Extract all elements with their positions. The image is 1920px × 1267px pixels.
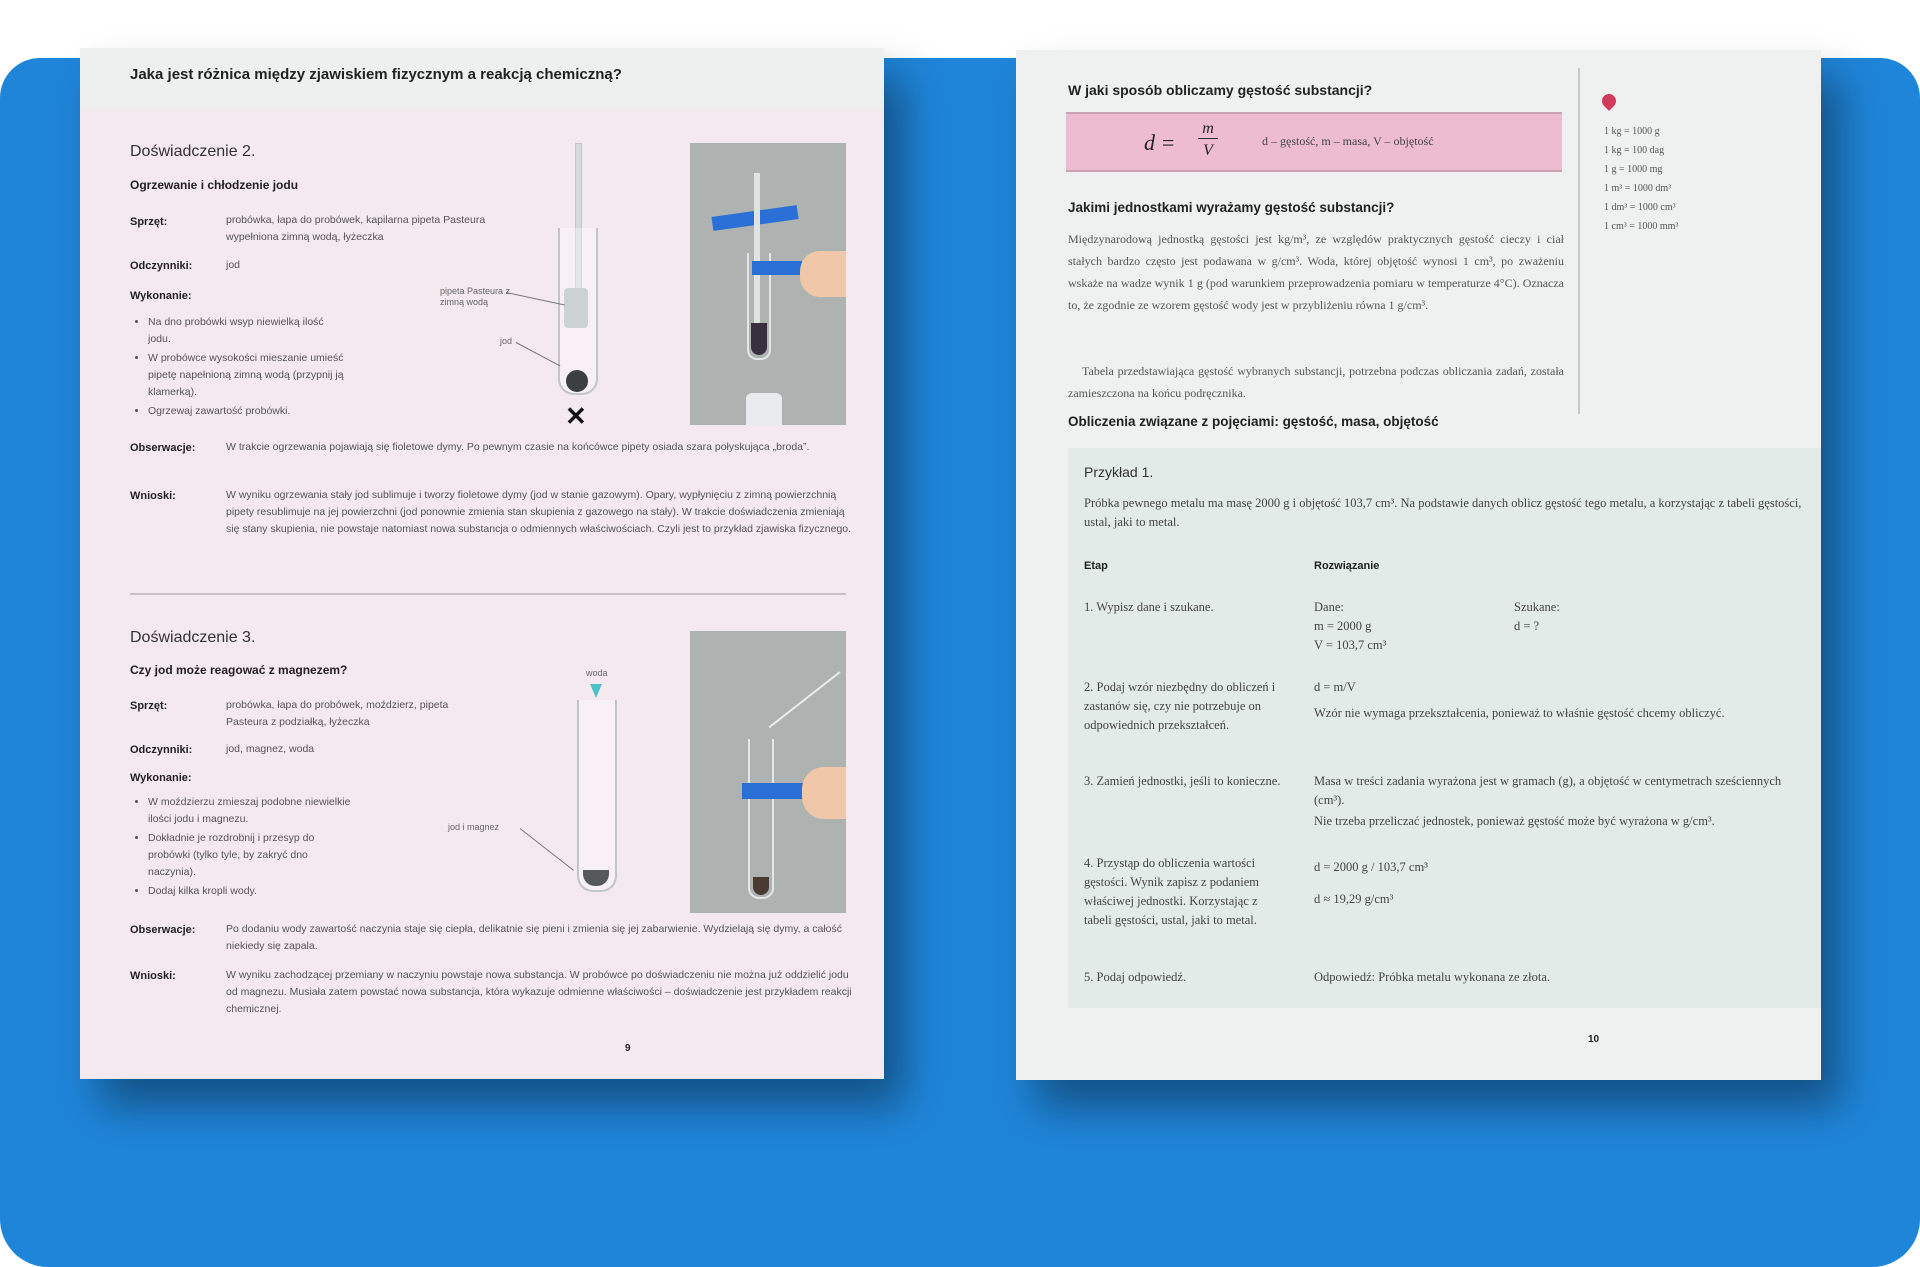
step-4-solution: d = 2000 g / 103,7 cm³ (1314, 860, 1428, 874)
water-drop-icon (590, 684, 602, 698)
exp3-observations: Po dodaniu wody zawartość naczynia staje się ciepła, delikatnie się pieni i zmienia się jej zabarwienie. Wydzielają się dymy, a całość niekiedy się zapala. (226, 923, 843, 952)
col-step-header: Etap (1084, 560, 1108, 572)
exp3-reagents: jod, magnez, woda (226, 743, 315, 755)
exp3-steps (130, 794, 358, 902)
exp3-equipment: probówka, łapa do probówek, moździerz, pipeta Pasteura z podziałką, łyżeczka (226, 699, 449, 728)
list-item: • W moździerzu zmieszaj podobne niewielkie ilości jodu i magnezu. (148, 794, 358, 828)
formula-numerator: m (1198, 120, 1218, 139)
exp2-steps (130, 314, 348, 422)
exp2-photo (690, 143, 846, 425)
col-solution-header: Rozwiązanie (1314, 560, 1380, 572)
step-2-note: Wzór nie wymaga przekształcenia, ponieważ to właśnie gęstość chcemy obliczyć. (1314, 706, 1725, 720)
step-1-volume: V = 103,7 cm³ (1314, 638, 1387, 652)
left-page (80, 48, 884, 1079)
label-mixture: jod i magnez (448, 822, 500, 832)
pin-icon (1599, 91, 1619, 111)
exp2-heading: Doświadczenie 2. (130, 143, 256, 160)
water-in-pipette (564, 288, 588, 328)
step-2: 2. Podaj wzór niezbędny do obliczeń i zastanów się, czy nie potrzebuje on odpowiednich przekształceń. (1084, 680, 1276, 732)
exp2-observations: W trakcie ogrzewania pojawiają się fioletowe dymy. Po pewnym czasie na końcówce pipety osiada szara połyskująca „broda”. (226, 441, 810, 453)
step-1-given: Dane: (1314, 600, 1344, 614)
exp3-heading: Doświadczenie 3. (130, 629, 256, 646)
step-3-note: Nie trzeba przeliczać jednostek, ponieważ gęstość może być wyrażona w g/cm³. (1314, 814, 1715, 828)
left-page-number: 9 (625, 1043, 631, 1054)
step-3-solution: Masa w treści zadania wyrażona jest w gramach (g), a objętość w centymetrach sześciennych (cm³). (1314, 774, 1782, 807)
label-water: woda (586, 668, 608, 678)
photo-iodine (751, 323, 767, 355)
label-line (516, 342, 561, 366)
unit-line: 1 m³ = 1000 dm³ (1604, 183, 1672, 194)
step-3: 3. Zamień jednostki, jeśli to konieczne. (1084, 774, 1281, 788)
list-item: • Dokładnie je rozdrobnij i przesyp do probówki (tylko tyle, by zakryć dno naczynia). (148, 830, 358, 881)
units-heading: Jakimi jednostkami wyrażamy gęstość substancji? (1068, 200, 1395, 215)
density-formula-box (1066, 112, 1562, 172)
step-5-answer: Odpowiedź: Próbka metalu wykonana ze złota. (1314, 970, 1551, 984)
exp3-photo (690, 631, 846, 913)
exp2-conclusions-label: Wnioski: (130, 490, 176, 502)
exp2-reagents-label: Odczynniki: (130, 260, 193, 272)
burner-mark-icon: ✕ (565, 401, 587, 431)
right-page (1016, 50, 1821, 1080)
step-2-solution: d = m/V (1314, 680, 1356, 694)
left-page-title: Jaka jest różnica między zjawiskiem fizycznym a reakcją chemiczną? (130, 66, 622, 83)
formula-legend: d – gęstość, m – masa, V – objętość (1262, 134, 1434, 148)
exp3-observations-label: Obserwacje: (130, 924, 196, 936)
margin-rule (1578, 68, 1580, 414)
photo-mixture (753, 877, 769, 895)
example-title: Przykład 1. (1084, 464, 1154, 480)
formula-denominator: V (1203, 142, 1213, 159)
list-item: • W probówce wysokości mieszanie umieść pipetę napełnioną zimną wodą (przypnij ją klamerką). (148, 350, 348, 401)
exp3-subtitle: Czy jod może reagować z magnezem? (130, 663, 348, 677)
unit-line: 1 cm³ = 1000 mm³ (1604, 221, 1679, 232)
iodine-drawing (566, 370, 588, 392)
photo-pipette (768, 671, 840, 728)
table-note: Tabela przedstawiająca gęstość wybranych substancji, potrzebna podczas obliczania zadań, została zamieszczona na końcu podręcznika. (1068, 364, 1564, 400)
unit-line: 1 kg = 100 dag (1604, 145, 1665, 156)
exp3-reagents-label: Odczynniki: (130, 744, 193, 756)
exp2-subtitle: Ogrzewanie i chłodzenie jodu (130, 178, 299, 192)
label-pipette: pipeta Pasteura z zimną wodą (440, 286, 511, 307)
exp2-reagents: jod (226, 259, 241, 271)
list-item: • Ogrzewaj zawartość probówki. (148, 403, 348, 420)
photo-hand (802, 767, 846, 819)
exp3-equipment-label: Sprzęt: (130, 700, 168, 712)
step-4: 4. Przystąp do obliczenia wartości gęstości. Wynik zapisz z podaniem właściwej jednostki. Korzystając z tabeli gęstości, ustal, jaki to metal. (1084, 856, 1260, 927)
unit-conversions (1604, 122, 1678, 236)
exp2-observations-label: Obserwacje: (130, 442, 196, 454)
step-5: 5. Podaj odpowiedź. (1084, 970, 1187, 984)
exp2-equipment: probówka, łapa do probówek, kapilarna pipeta Pasteura wypełniona zimną wodą, łyżeczka (226, 214, 486, 243)
step-1: 1. Wypisz dane i szukane. (1084, 600, 1214, 614)
step-4-result: d ≈ 19,29 g/cm³ (1314, 892, 1394, 906)
exp3-conclusions: W wyniku zachodzącej przemiany w naczyniu powstaje nowa substancja. W probówce po doświadczeniu nie można już oddzielić jodu od magnezu. Musiała zatem powstać nowa substancja, która wykazuje odmienne właściwości – doświadczenie jest przykładem reakcji chemicznej. (226, 969, 852, 1015)
label-line (520, 828, 574, 871)
step-1-mass: m = 2000 g (1314, 619, 1372, 633)
photo-hand (800, 251, 846, 297)
photo-burner (746, 393, 782, 425)
unit-line: 1 kg = 1000 g (1604, 126, 1660, 137)
exp3-procedure-label: Wykonanie: (130, 772, 192, 784)
list-item: • Na dno probówki wsyp niewielką ilość jodu. (148, 314, 348, 348)
step-1-sought-line: d = ? (1514, 619, 1540, 633)
calc-heading: Obliczenia związane z pojęciami: gęstość, masa, objętość (1068, 414, 1439, 429)
step-1-sought: Szukane: (1514, 600, 1560, 614)
photo-tape (752, 261, 802, 275)
units-text: Międzynarodową jednostką gęstości jest kg/m³, ze względów praktycznych gęstość cieczy i ciał stałych bardzo często jest podawana w g/cm³. Woda, której objętość wynosi 1 cm³, po zważeniu wskaże na wadze wynik 1 g (pod warunkiem przeprowadzenia pomiaru w temperaturze 4°C). Oznacza to, że zgodnie ze wzorem gęstość wody jest w przybliżeniu równa 1 g/cm³. (1068, 232, 1564, 312)
exp2-procedure-label: Wykonanie: (130, 290, 192, 302)
right-page-title: W jaki sposób obliczamy gęstość substancji? (1068, 82, 1373, 98)
unit-line: 1 g = 1000 mg (1604, 164, 1663, 175)
photo-tube (748, 739, 774, 899)
right-page-number: 10 (1588, 1034, 1600, 1045)
section-divider (130, 593, 846, 595)
exp2-equipment-label: Sprzęt: (130, 216, 168, 228)
example-text: Próbka pewnego metalu ma masę 2000 g i objętość 103,7 cm³. Na podstawie danych oblicz gęstość tego metalu, a korzystając z tabeli gęstości, ustal, jaki to metal. (1084, 496, 1802, 529)
exp2-conclusions: W wyniku ogrzewania stały jod sublimuje i tworzy fioletowe dymy (jod w stanie gazowym). Opary, wypłynięciu z zimną powierzchnią pipety resublimuje na jej powierzchni (jod ponownie zmienia stan skupienia z gazowego na stały). W trakcie doświadczenia zmieniają się stany skupienia, nie powstaje natomiast nowa substancja o odmiennych właściwościach. Czyli jest to przykład zjawiska fizycznego. (226, 489, 852, 535)
test-tube-drawing (577, 700, 617, 892)
example-box (1068, 448, 1821, 1008)
formula-lhs: d = (1144, 130, 1176, 155)
exp3-conclusions-label: Wnioski: (130, 970, 176, 982)
unit-line: 1 dm³ = 1000 cm³ (1604, 202, 1676, 213)
label-iodine: jod (500, 336, 513, 346)
list-item: • Dodaj kilka kropli wody. (148, 883, 358, 900)
